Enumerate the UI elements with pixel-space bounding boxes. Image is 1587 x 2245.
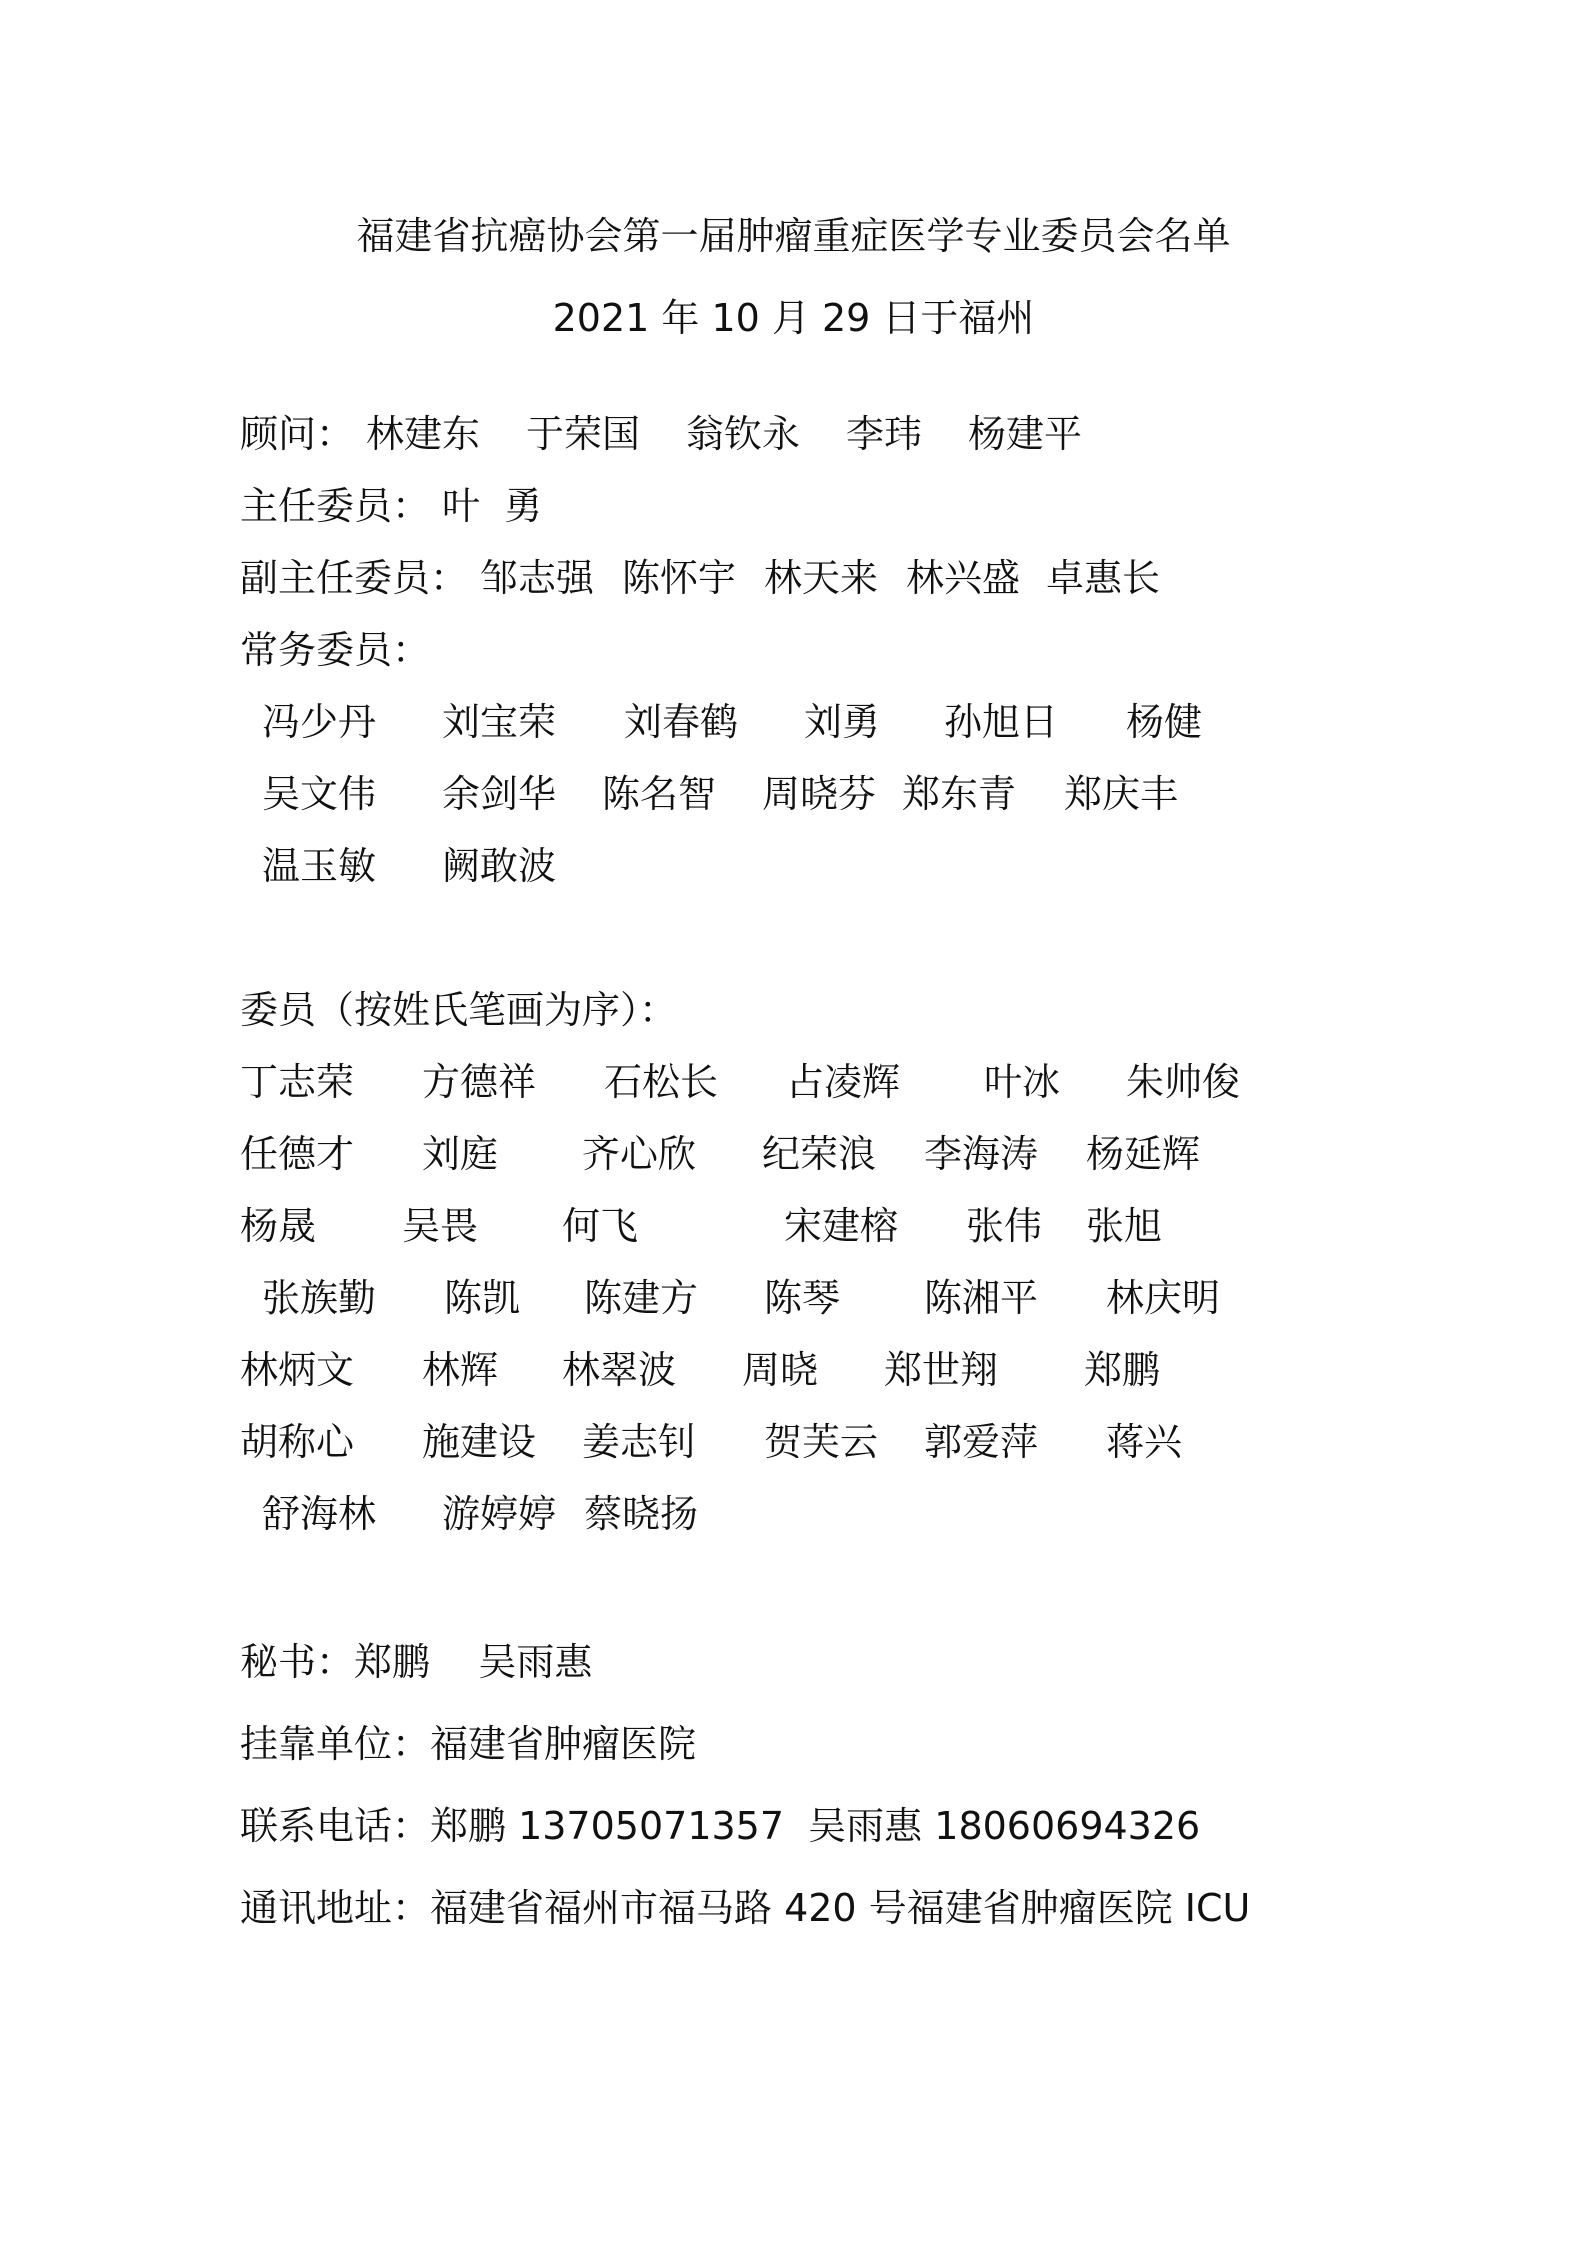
vice-chairs-line — [0, 552, 1587, 604]
member-name: 纪荣浪 — [762, 1132, 877, 1176]
advisors-line — [0, 408, 1587, 460]
standing-member: 冯少丹 — [262, 700, 377, 744]
member-name: 陈湘平 — [924, 1276, 1039, 1320]
member-name: 贺芙云 — [764, 1420, 879, 1464]
member-name: 吴畏 — [402, 1204, 479, 1248]
member-name: 周晓 — [742, 1348, 819, 1392]
vice-chair-name: 邹志强 — [480, 556, 595, 600]
member-name: 施建设 — [422, 1420, 537, 1464]
member-name: 齐心欣 — [582, 1132, 697, 1176]
member-name: 何飞 — [562, 1204, 639, 1248]
member-row — [0, 1416, 1587, 1468]
standing-member: 孙旭日 — [944, 700, 1059, 744]
member-name: 石松长 — [604, 1060, 719, 1104]
member-name: 任德才 — [240, 1132, 355, 1176]
member-name: 郑鹏 — [1084, 1348, 1161, 1392]
member-name: 占凌辉 — [786, 1060, 901, 1104]
member-row — [0, 1344, 1587, 1396]
standing-label: 常务委员： — [240, 628, 431, 672]
member-row — [0, 1272, 1587, 1324]
advisor-name: 林建东 — [366, 412, 481, 456]
address-line: 通讯地址：福建省福州市福马路 420 号福建省肿瘤医院 ICU — [240, 1886, 1251, 1930]
member-name: 姜志钊 — [582, 1420, 697, 1464]
standing-member: 温玉敏 — [262, 844, 377, 888]
standing-member: 吴文伟 — [262, 772, 377, 816]
member-name: 李海涛 — [924, 1132, 1039, 1176]
member-name: 蔡晓扬 — [584, 1492, 699, 1536]
standing-member: 刘宝荣 — [442, 700, 557, 744]
standing-member: 余剑华 — [442, 772, 557, 816]
member-name: 刘庭 — [422, 1132, 499, 1176]
chair-line — [0, 480, 1587, 532]
member-name: 林炳文 — [240, 1348, 355, 1392]
standing-row — [0, 696, 1587, 748]
member-name: 陈建方 — [584, 1276, 699, 1320]
document-title: 福建省抗癌协会第一届肿瘤重症医学专业委员会名单 — [356, 214, 1231, 258]
standing-member: 刘春鹤 — [624, 700, 739, 744]
vice-chair-name: 林兴盛 — [906, 556, 1021, 600]
member-name: 杨晟 — [240, 1204, 317, 1248]
member-name: 杨延辉 — [1086, 1132, 1201, 1176]
vice-chair-name: 林天来 — [764, 556, 879, 600]
member-name: 张伟 — [966, 1204, 1043, 1248]
standing-row — [0, 768, 1587, 820]
advisors-label: 顾问： — [240, 412, 355, 456]
members-label: 委员（按姓氏笔画为序）： — [240, 988, 678, 1032]
member-name: 张族勤 — [262, 1276, 377, 1320]
vice-chair-name: 卓惠长 — [1046, 556, 1161, 600]
member-name: 胡称心 — [240, 1420, 355, 1464]
member-name: 丁志荣 — [240, 1060, 355, 1104]
advisor-name: 于荣国 — [526, 412, 641, 456]
member-row — [0, 1128, 1587, 1180]
secretary-line: 秘书：郑鹏 吴雨惠 — [240, 1640, 593, 1684]
vice-chairs-label: 副主任委员： — [240, 556, 469, 600]
advisor-name: 李玮 — [846, 412, 923, 456]
vice-chair-name: 陈怀宇 — [622, 556, 737, 600]
advisor-name: 杨建平 — [968, 412, 1083, 456]
member-name: 郭爱萍 — [924, 1420, 1039, 1464]
phone-line: 联系电话：郑鹏 13705071357 吴雨惠 18060694326 — [240, 1804, 1201, 1848]
member-name: 林庆明 — [1106, 1276, 1221, 1320]
standing-member: 周晓芬 — [762, 772, 877, 816]
member-name: 林翠波 — [562, 1348, 677, 1392]
member-name: 朱帅俊 — [1126, 1060, 1241, 1104]
member-row — [0, 1200, 1587, 1252]
standing-member: 阙敢波 — [442, 844, 557, 888]
standing-member: 郑庆丰 — [1064, 772, 1179, 816]
chair-label: 主任委员： — [240, 484, 431, 528]
standing-member: 郑东青 — [902, 772, 1017, 816]
member-name: 叶冰 — [984, 1060, 1061, 1104]
member-name: 蒋兴 — [1106, 1420, 1183, 1464]
document-date: 2021 年 10 月 29 日于福州 — [552, 296, 1035, 340]
host-unit-line: 挂靠单位：福建省肿瘤医院 — [240, 1722, 697, 1766]
member-name: 舒海林 — [262, 1492, 377, 1536]
standing-member: 杨健 — [1126, 700, 1203, 744]
member-name: 宋建榕 — [784, 1204, 899, 1248]
chair-name: 叶 勇 — [442, 484, 543, 528]
advisor-name: 翁钦永 — [686, 412, 801, 456]
member-row — [0, 1056, 1587, 1108]
member-name: 林辉 — [422, 1348, 499, 1392]
member-name: 郑世翔 — [884, 1348, 999, 1392]
standing-member: 刘勇 — [804, 700, 881, 744]
standing-member: 陈名智 — [602, 772, 717, 816]
member-name: 游婷婷 — [442, 1492, 557, 1536]
member-name: 张旭 — [1086, 1204, 1163, 1248]
member-name: 方德祥 — [422, 1060, 537, 1104]
member-row — [0, 1488, 1587, 1540]
member-name: 陈琴 — [764, 1276, 841, 1320]
member-name: 陈凯 — [444, 1276, 521, 1320]
standing-row — [0, 840, 1587, 892]
